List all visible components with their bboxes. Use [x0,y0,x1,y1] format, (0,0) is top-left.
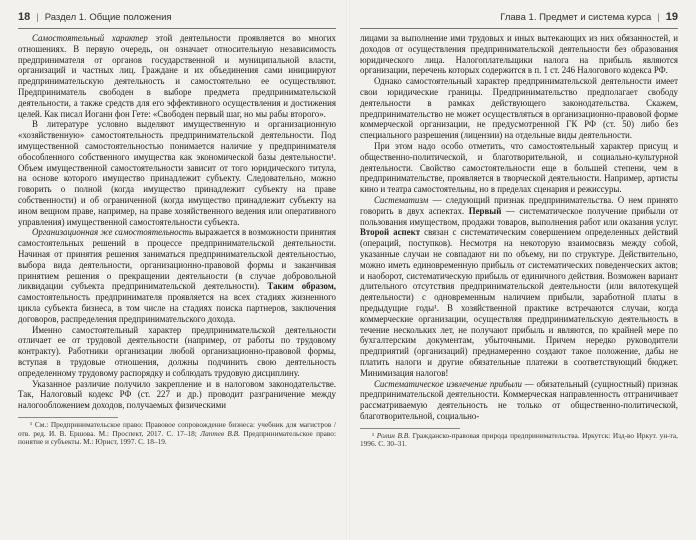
paragraph: Именно самостоятельный характер предпринимательской деятельности отличает ее от трудовой деятельности (например, от работы по трудовому контракту). Работники организации любой организационно-правовой формы, вступая в трудовые отношения, должны подчинить свою деятельность определенному трудовому распорядку и соблюдать трудовую дисциплину. [18,324,336,378]
paragraph: Указанное различие получило закрепление и в налоговом законодательстве. Так, Налоговый кодекс РФ (ст. 227 и др.) проводит разграничение между налогообложением доходов, получаемых физическими [18,378,336,411]
footnote-text: См.: Предпринимательское право: Правовое сопровождение бизнеса: учебник для магистров / отв. ред. И. В. Ершова. М.: Проспект, 2017. С. 17–18; [18,419,336,438]
paragraph: При этом надо особо отметить, что самостоятельный характер присущ и общественно-политической, и благотворительной, и социально-культурной деятельности. Свойство самостоятельности еще в большей степени, чем в предпринимательстве, проявляется в творческой деятельности. Например, артисты кино и театра самостоятельны, но в пределах сценария и режиссуры. [360,140,678,195]
paragraph-text: — систематическое получение прибыли от пользования имуществом, продажи товаров, выполнения работ или оказания услуг. [360,205,678,227]
footnote-rule [18,417,118,418]
italic-term: Самостоятельный характер [32,33,148,43]
page-number: 18 [18,11,31,23]
left-body-text [18,33,336,411]
paragraph [18,33,336,119]
paragraph [360,195,678,379]
paragraph: Однако самостоятельный характер предпринимательской деятельности имеет свои юридические границы. Предпринимательство предполагает свободу деятельности в рамках действующего законодательства. Скажем, предпринимательство не может осуществляться в организационно-правовой форме коммерческой организации, не предусмотренной ГК РФ (ст. 50) либо без специального разрешения (лицензии) на отдельные виды деятельности. [360,76,678,141]
header-rule [18,28,336,29]
footnote-text: Предпринимательское право: понятие и субъекты. М.: Юрист, 1997. С. 18–19. [18,428,336,447]
italic-term: Систематизм [374,194,429,205]
footnote-text: Гражданско-правовая природа предпринимательства. Иркутск: Изд-во Иркут. ун-та, 1996. С. 30–31. [360,430,678,449]
paragraph-text: самостоятельность предпринимателя проявляется на всех стадиях жизненного цикла субъекта бизнеса, в том числе на стадиях поиска партнеров, заключения договоров, распределения предпринимательского дохода. [18,292,336,324]
bold-phrase: Первый [468,205,502,216]
right-running-header [360,8,678,26]
running-head: Глава 1. Предмет и система курса [500,11,652,23]
running-head: Раздел 1. Общие положения [44,11,172,23]
paragraph: лицами за выполнение ими трудовых и иных вытекающих из них обязанностей, и доходов от осуществления предпринимательской деятельности без образования юридического лица. Налогоплательщики налога на прибыль являются организации, перечень которых содержится в п. 1 ст. 246 Налогового кодекса РФ. [360,33,678,76]
paragraph: В литературе условно выделяют имущественную и организационную «хозяйственную» самостоятельность предпринимательской деятельности. Под имущественной самостоятельностью понимается наличие у предпринимателя обособленного собственного имущества как экономической базы деятельности¹. Объем имущественной самостоятельности зависит от того юридического титула, на основе которого имущество принадлежит субъекту. Следовательно, можно говорить о полной (когда имущество принадлежит субъекту на праве собственности) и об ограниченной (когда имущество принадлежит субъекту на ином вещном праве, например, на праве хозяйственного ведения или оперативного управления) имущественной самостоятельности субъекта. [18,119,336,227]
footnote-mark: ¹ [372,430,375,440]
paragraph [360,379,678,422]
footnote-rule [360,428,460,429]
right-page [348,0,696,540]
page-number: 19 [665,11,678,23]
left-footnotes [18,421,336,447]
footnote-mark: ¹ [30,419,33,429]
footnote-author: Лаптев В.В. [200,428,240,438]
footnote-author: Ролин В.В. [376,430,411,440]
bold-phrase: Таким образом, [267,281,336,292]
paragraph-text: этой деятельности проявляется во многих отношениях. В первую очередь, он означает относительную независимость предпринимателя от органов государственной и муниципальной власти, организаций и частных лиц. Граждане и их объединения сами инициируют предпринимательскую деятельность и самостоятельно ее осуществляют. Предприниматель свободен в выборе предмета предпринимательской деятельности, а также средств для его эффективного осуществления и достижения целей. Как писал Иоганн фон Гете: «Свободен первый шаг, но мы рабы второго». [18,33,336,119]
paragraph-text: — следующий признак предпринимательства. О нем принято говорить в двух аспектах. [360,194,678,216]
paragraph-text: — обязательный (сущностный) признак предпринимательской деятельности. Коммерческая направленность отграничивает рассматриваемую деятельность не только от общественно-политической, благотворительной, социально- [360,378,678,421]
header-rule [360,28,678,29]
paragraph-text: связан с систематическим совершением определенных действий (операций, поступков). Несмотря на некоторую взаимосвязь между собой, указанные случаи не совпадают ни по объему, ни по структуре. Действительно, можно иметь единовременную прибыль от систематических поведенческих актов; и наоборот, систематическую прибыль от единичного действия. Возможен вариант длительного отсутствия предпринимательской деятельности (или вялотекущей деятельности) с одновременным наличием прибыли, заработной платы в предыдущие годы¹. В хозяйственной практике встречаются случаи, когда коммерческие организации, осуществляя предпринимательскую деятельность в течение нескольких лет, не получают прибыль и являются, по крайней мере по бухгалтерским документам, убыточными. Причем нередко руководители предприятий (организаций) преднамеренно создают такое положение, дабы не платить налоги и другие обязательные платежи в соответствующий бюджет. Минимизация налогов! [360,227,678,378]
header-separator: | [36,11,39,23]
bold-phrase: Второй аспект [360,227,421,238]
paragraph-text: выражается в возможности принятия самостоятельных решений в процессе предпринимательской деятельности. Начиная от принятия решения заниматься предпринимательской деятельностью, выбора вида деятельности, организационно-правовой формы и заканчивая принятием решения о прекращении деятельности (в случае добровольной ликвидации субъекта предпринимательской деятельности). [18,227,336,292]
footnote [18,421,336,447]
left-running-header [18,8,336,26]
footnote [360,432,678,449]
italic-term: Организационная же самостоятельность [32,227,193,238]
italic-term: Систематическое извлечение прибыли [374,378,522,389]
header-separator: | [657,11,660,23]
right-body-text [360,33,678,422]
right-footnotes [360,432,678,449]
paragraph [18,227,336,324]
